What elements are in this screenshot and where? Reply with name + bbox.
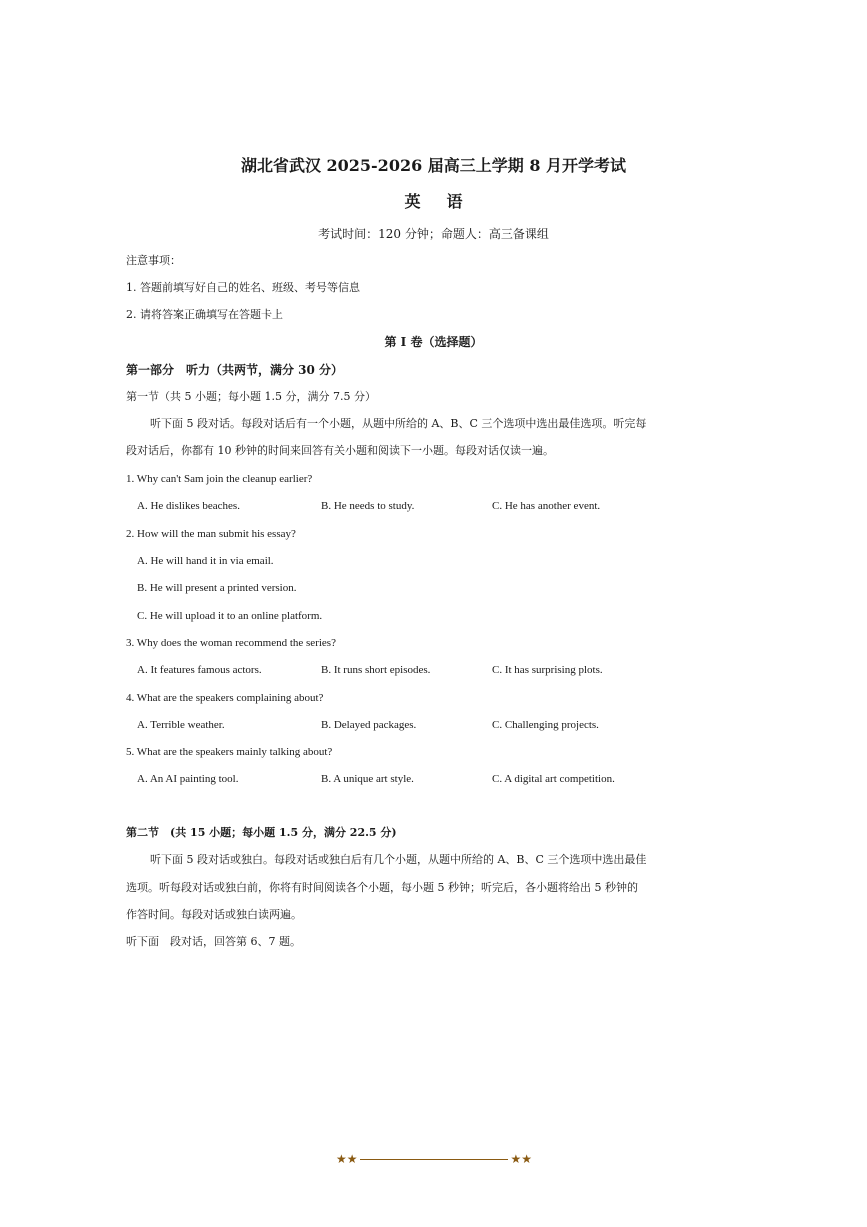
section2-instruction: 听下面 5 段对话或独白。每段对话或独白后有几个小题，从题中所给的 A、B、C 三个选项中选出最佳 <box>150 853 647 866</box>
question-option: A. Terrible weather. <box>137 719 225 731</box>
notes-item: 1. 答题前填写好自己的姓名、班级、考号等信息 <box>126 281 360 294</box>
section2-instruction: 作答时间。每段对话或独白读两遍。 <box>126 908 302 921</box>
question-option: C. It has surprising plots. <box>492 664 603 676</box>
question-option: A. An AI painting tool. <box>137 773 239 785</box>
star-icon: ★★ <box>510 1152 532 1166</box>
section1-instruction: 段对话后，你都有 10 秒钟的时间来回答有关小题和阅读下一小题。每段对话仅读一遍。 <box>126 444 554 457</box>
question-option: C. Challenging projects. <box>492 719 599 731</box>
subject-title: 英语 <box>404 192 489 211</box>
question-option: B. He needs to study. <box>321 500 415 512</box>
question-option: A. He will hand it in via email. <box>137 555 274 567</box>
question-stem: 3. Why does the woman recommend the series? <box>126 637 336 649</box>
question-option: A. He dislikes beaches. <box>137 500 240 512</box>
footer-ornament <box>336 1152 532 1166</box>
question-stem: 1. Why can't Sam join the cleanup earlier? <box>126 473 313 485</box>
part1-heading: 第一部分 听力（共两节，满分 30 分） <box>126 363 344 377</box>
volume-title: 第 I 卷（选择题） <box>384 335 483 349</box>
exam-title: 湖北省武汉 2025-2026 届高三上学期 8 月开学考试 <box>240 156 627 175</box>
question-stem: 4. What are the speakers complaining about? <box>126 692 324 704</box>
question-option: B. A unique art style. <box>321 773 414 785</box>
section2-instruction: 选项。听每段对话或独白前，你将有时间阅读各个小题，每小题 5 秒钟；听完后，各小题将给出 5 秒钟的 <box>126 881 638 894</box>
footer-rule <box>360 1159 508 1160</box>
question-option: C. He will upload it to an online platform. <box>137 610 323 622</box>
notes-heading: 注意事项： <box>126 254 181 267</box>
question-option: B. It runs short episodes. <box>321 664 431 676</box>
section1-instruction: 听下面 5 段对话。每段对话后有一个小题，从题中所给的 A、B、C 三个选项中选出最佳选项。听完每 <box>150 417 647 430</box>
section2-heading: 第二节 (共 15 小题；每小题 1.5 分，满分 22.5 分) <box>126 826 397 839</box>
question-stem: 2. How will the man submit his essay? <box>126 528 296 540</box>
question-option: C. A digital art competition. <box>492 773 615 785</box>
question-stem: 5. What are the speakers mainly talking about? <box>126 746 333 758</box>
section2-lead-in: 听下面 段对话，回答第 6、7 题。 <box>126 935 301 948</box>
star-icon: ★★ <box>336 1152 358 1166</box>
question-option: A. It features famous actors. <box>137 664 262 676</box>
notes-item: 2. 请将答案正确填写在答题卡上 <box>126 308 283 321</box>
exam-info: 考试时间：120 分钟；命题人：高三备课组 <box>318 227 549 241</box>
section1-heading: 第一节（共 5 小题；每小题 1.5 分，满分 7.5 分） <box>126 390 376 403</box>
question-option: B. He will present a printed version. <box>137 582 297 594</box>
question-option: C. He has another event. <box>492 500 601 512</box>
question-option: B. Delayed packages. <box>321 719 417 731</box>
